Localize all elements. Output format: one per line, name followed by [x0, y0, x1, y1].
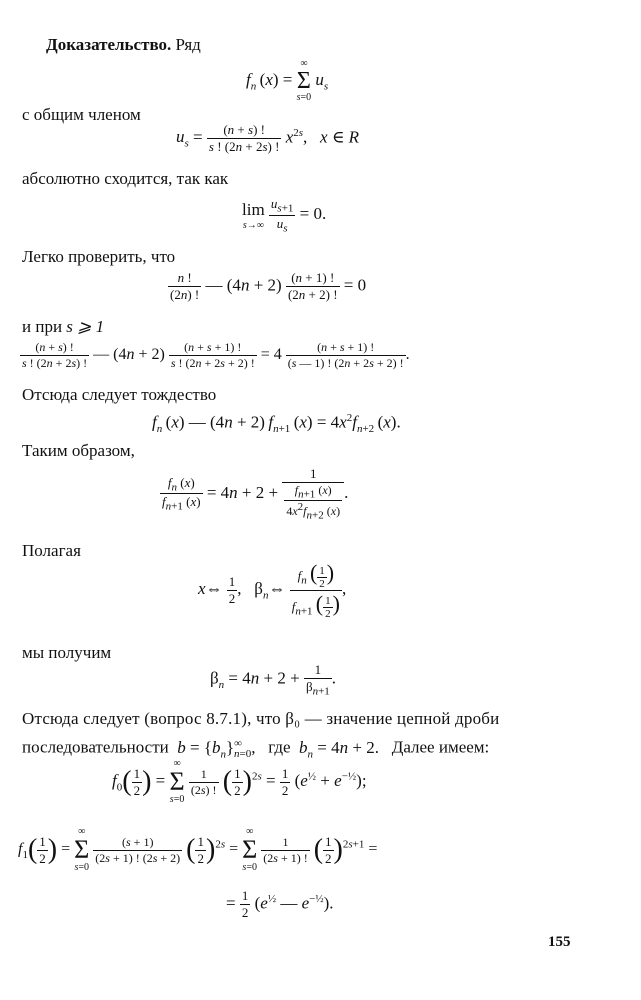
- formula-f1-result: = $\frac{1}{2}$ ($e^{\frac{1}{2}}$ — $e^{-\frac{1}{2}}$).: [226, 888, 334, 920]
- formula-substitution: x⇔ $\frac{1}{2}$ , $\beta_n\Leftrightarrow$ $f_n$ ( $\frac{1}{2}$ ) $f_{n+1}$ ( $\frac{1}{2}$ ) ,: [198, 560, 347, 621]
- proof-heading: Доказательство.: [46, 35, 172, 54]
- formula-beta: $\beta_n = 4n + 2$ + $\frac{1}{\beta_{n+1}}$ .: [210, 662, 337, 698]
- proof-heading-line: [46, 34, 201, 56]
- hence-identity-text: Отсюда следует тождество: [22, 385, 217, 404]
- formula-f1: $f_1$( $\frac{1}{2}$ ) = ∞ Σ s=0 $\frac{(s + 1)}{(2s + 1) ! (2s + 2)}$ ( $\frac{1}{2}$ )$^{2s}$ = ∞ Σ s=0 $\frac{1}{(2s + 1) !}$ ( $\frac{1}{2}$ )$^{2s+1}$ =: [18, 826, 378, 873]
- abs-converges-text: абсолютно сходится, так как: [22, 169, 229, 188]
- formula-ratio: $\frac{f_n (x)}{f_{n+1} (x)}$ = 4n + 2 + $\frac{1}{\frac{f_{n+1} (x)}{4x^2f_{n+2} (x)}}$ .: [162, 466, 349, 522]
- and-for-text: и при: [22, 317, 63, 336]
- formula-f0: $f_0$( $\frac{1}{2}$ ) = ∞ Σ s=0 $\frac{1}{(2s) !}$ ( $\frac{1}{2}$ )$^{2s}$ = $\frac{1}{2}$ $(e^{\frac{1}{2}} + e^{-\frac{1}{2}})$;: [112, 758, 367, 805]
- conclusion-further: Далее имеем:: [391, 737, 490, 757]
- easy-check-text: Легко проверить, что: [22, 247, 176, 266]
- conclusion-seq-text: последовательности: [22, 737, 169, 757]
- series-word: Ряд: [175, 35, 201, 54]
- common-term-text: с общим членом: [22, 105, 141, 124]
- and-for-cond: s ⩾ 1: [66, 317, 105, 336]
- formula-us: $u_s$ = $\frac{(n + s) !}{s ! (2n + 2s) !}$ $x^{2s}$, x ∈ R: [176, 122, 360, 154]
- conclusion-line-1: Отсюда следует (вопрос 8.7.1), что β₀ — значение цепной дроби: [22, 709, 500, 728]
- page-number: 155: [548, 934, 571, 950]
- we-get-text: мы получим: [22, 643, 112, 662]
- formula-identity-s: $\frac{(n + s) !}{s ! (2n + 2s) !}$ — (4n + 2) $\frac{(n + s + 1) !}{s ! (2n + 2s + 2) !}$ = 4 $\frac{(n + s + 1) !}{(s — 1) ! (2n + 2s + 2) !}$ .: [22, 340, 410, 370]
- formula-fn-series: $f_n$ (x) = ∞ Σ s=0 $u_s$: [246, 58, 329, 103]
- setting-text: Полагая: [22, 541, 81, 560]
- and-for-line: [22, 316, 104, 338]
- conclusion-line-2: последовательности $b = \{b_n\}^\infty_{n=0}$, где $b_n = 4n + 2$. Далее имеем:: [22, 737, 490, 761]
- conclusion-where: где: [268, 737, 291, 757]
- formula-check: $\frac{n !}{(2n) !}$ — (4n + 2) $\frac{(n + 1) !}{(2n + 2) !}$ = 0: [170, 270, 367, 302]
- formula-recurrence: $f_n$ (x) — (4n + 2) $f_{n+1}$ $(x) = 4x^2f_{n+2}$ (x).: [152, 412, 401, 436]
- thus-text: Таким образом,: [22, 441, 135, 460]
- formula-limit: lim s→∞ $\frac{u_{s+1}}{u_s}$ = 0.: [242, 196, 327, 235]
